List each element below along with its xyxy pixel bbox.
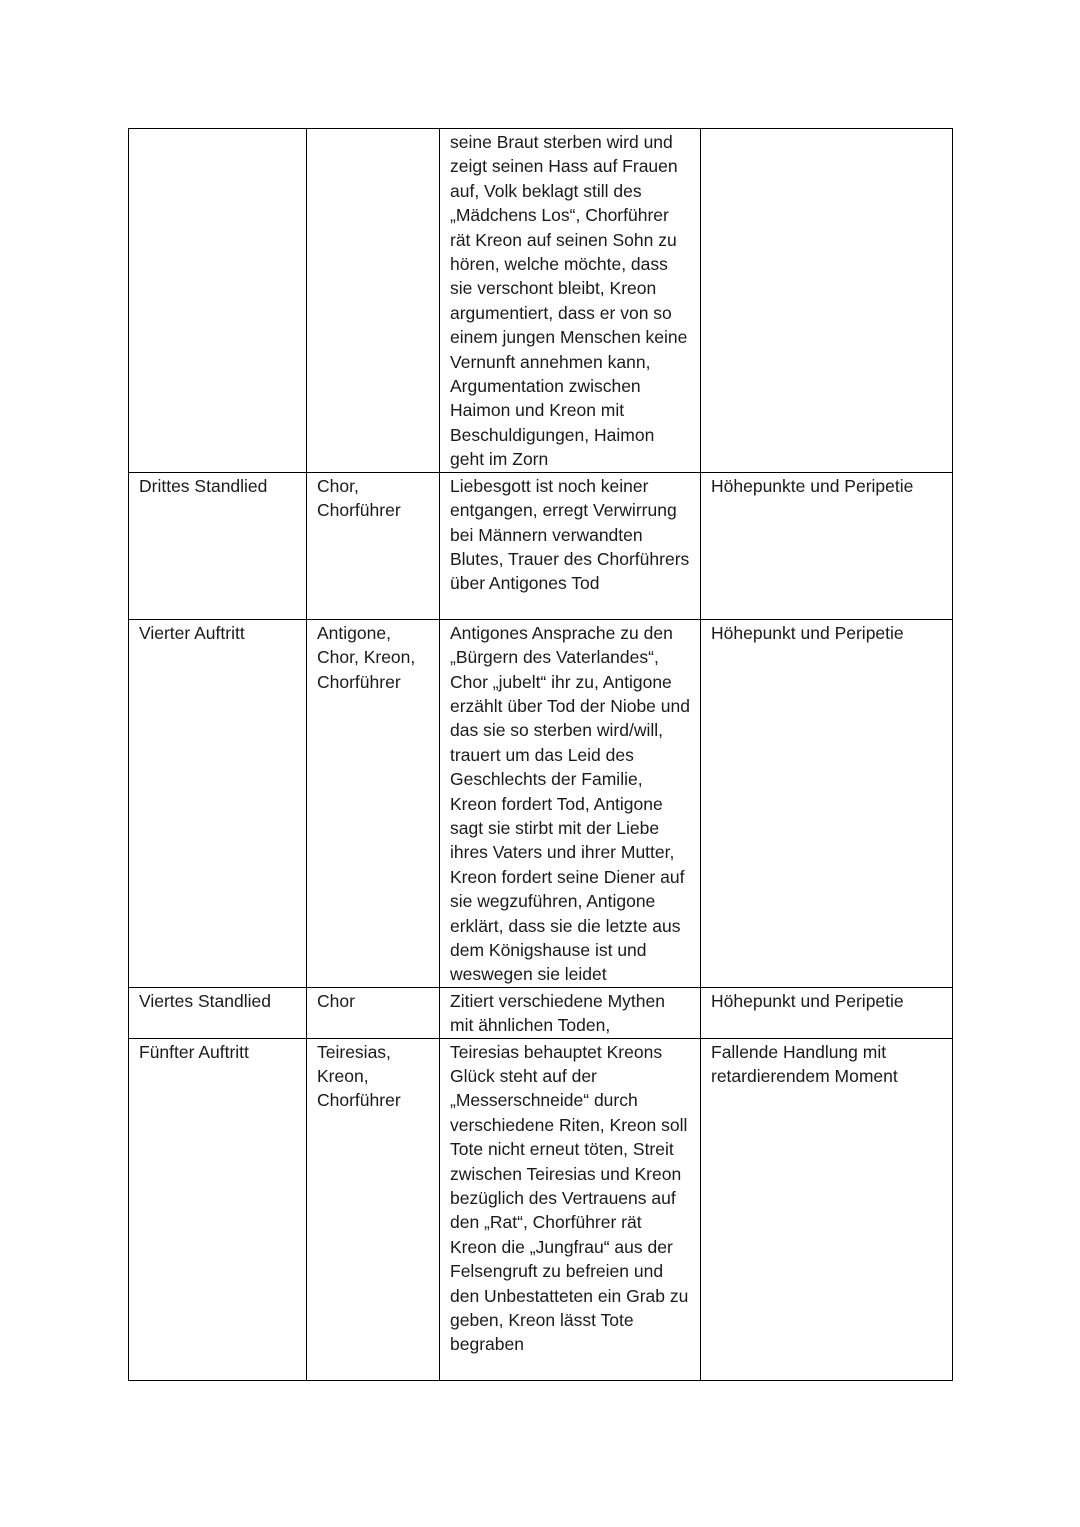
table-row [129, 619, 953, 987]
table-row [129, 987, 953, 1038]
content-cell: Zitiert verschiedene Mythen mit ähnlichen Toden, [440, 987, 701, 1038]
scene-analysis-table [128, 128, 953, 1381]
scene-cell: Drittes Standlied [129, 472, 307, 619]
table-row [129, 1038, 953, 1380]
content-cell: seine Braut sterben wird und zeigt seinen Hass auf Frauen auf, Volk beklagt still des „Mädchens Los“, Chorführer rät Kreon auf seinen Sohn zu hören, welche möchte, dass sie verschont bleibt, Kreon argumentiert, dass er von so einem jungen Menschen keine Vernunft annehmen kann, Argumentation zwischen Haimon und Kreon mit Beschuldigungen, Haimon geht im Zorn [440, 129, 701, 473]
characters-cell: Chor, Chorführer [307, 472, 440, 619]
content-cell: Teiresias behauptet Kreons Glück steht auf der „Messerschneide“ durch verschiedene Riten, Kreon soll Tote nicht erneut töten, Streit zwischen Teiresias und Kreon bezüglich des Vertrauens auf den „Rat“, Chorführer rät Kreon die „Jungfrau“ aus der Felsengruft zu befreien und den Unbestatteten ein Grab zu geben, Kreon lässt Tote begraben [440, 1038, 701, 1380]
content-cell: Antigones Ansprache zu den „Bürgern des Vaterlandes“, Chor „jubelt“ ihr zu, Antigone erzählt über Tod der Niobe und das sie so sterben wird/will, trauert um das Leid des Geschlechts der Familie, Kreon fordert Tod, Antigone sagt sie stirbt mit der Liebe ihres Vaters und ihrer Mutter, Kreon fordert seine Diener auf sie wegzuführen, Antigone erklärt, dass sie die letzte aus dem Königshause ist und weswegen sie leidet [440, 619, 701, 987]
notes-cell [701, 129, 953, 473]
scene-cell [129, 129, 307, 473]
scene-cell: Vierter Auftritt [129, 619, 307, 987]
scene-cell: Viertes Standlied [129, 987, 307, 1038]
scene-cell: Fünfter Auftritt [129, 1038, 307, 1380]
characters-cell [307, 129, 440, 473]
notes-cell: Höhepunkte und Peripetie [701, 472, 953, 619]
content-cell: Liebesgott ist noch keiner entgangen, erregt Verwirrung bei Männern verwandten Blutes, Trauer des Chorführers über Antigones Tod [440, 472, 701, 619]
notes-cell: Höhepunkt und Peripetie [701, 619, 953, 987]
notes-cell: Fallende Handlung mit retardierendem Moment [701, 1038, 953, 1380]
notes-cell: Höhepunkt und Peripetie [701, 987, 953, 1038]
characters-cell: Teiresias, Kreon, Chorführer [307, 1038, 440, 1380]
document-page [128, 128, 952, 1381]
table-row [129, 129, 953, 473]
characters-cell: Antigone, Chor, Kreon, Chorführer [307, 619, 440, 987]
characters-cell: Chor [307, 987, 440, 1038]
table-row [129, 472, 953, 619]
